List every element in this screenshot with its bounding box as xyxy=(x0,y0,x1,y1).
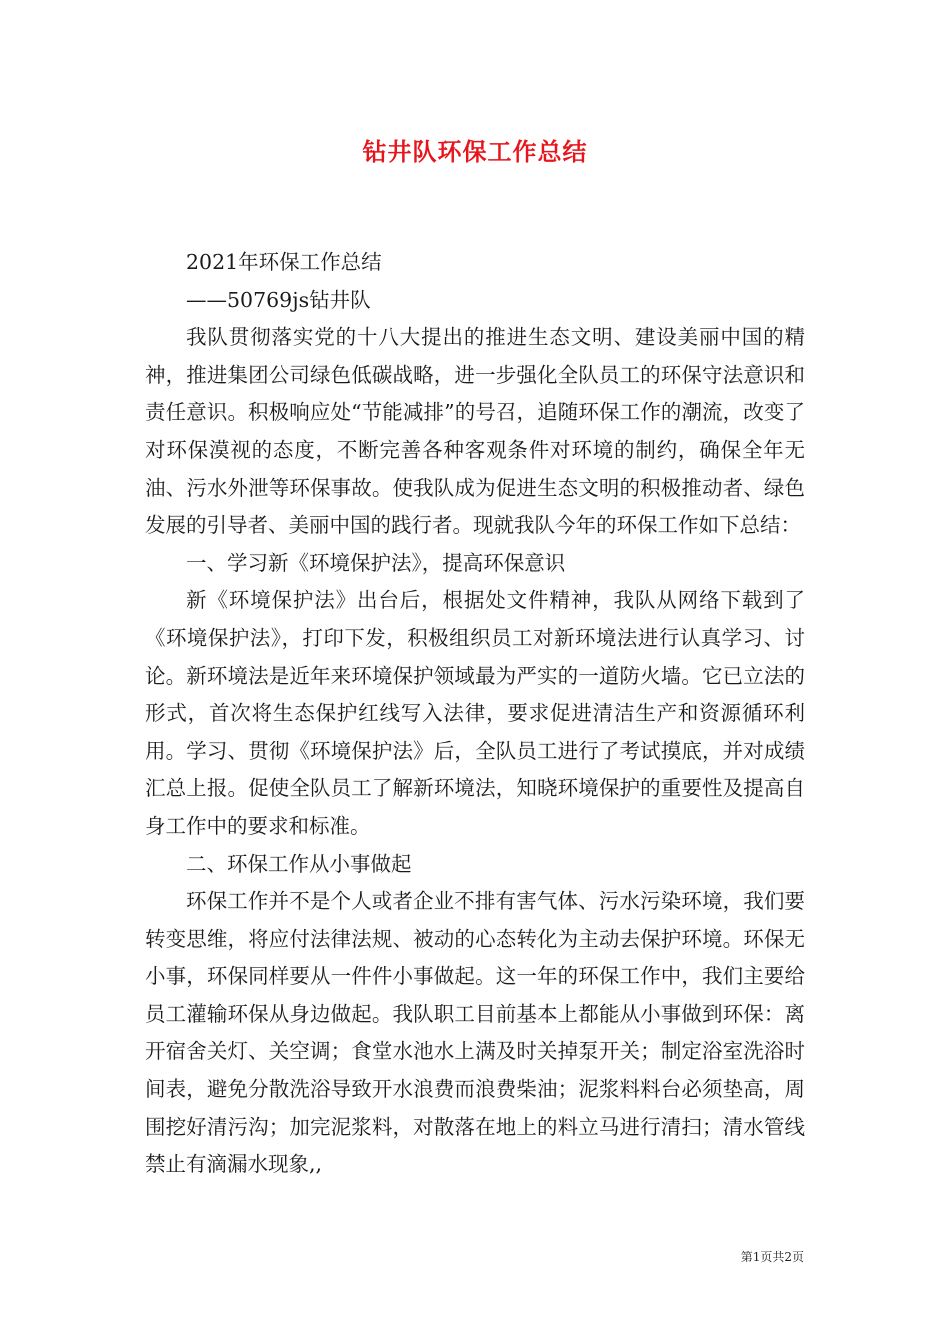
section-paragraph-1: 新《环境保护法》出台后，根据处文件精神，我队从网络下载到了《环境保护法》，打印下发，积极组织员工对新环境法进行认真学习、讨论。新环境法是近年来环境保护领域最为严实的一道防火墙。它已立法的形式，首次将生态保护红线写入法律，要求促进清洁生产和资源循环利用。学习、贯彻《环境保护法》后，全队员工进行了考试摸底，并对成绩汇总上报。促使全队员工了解新环境法，知晓环境保护的重要性及提高自身工作中的要求和标准。 xyxy=(145,588,805,838)
document-title: 钻井队环保工作总结 xyxy=(362,137,588,166)
page-number: 第1页共2页 xyxy=(740,1250,804,1264)
author-line: ——50769js钻井队 xyxy=(186,287,371,312)
intro-paragraph: 我队贯彻落实党的十八大提出的推进生态文明、建设美丽中国的精神，推进集团公司绿色低碳战略，进一步强化全队员工的环保守法意识和责任意识。积极响应处“节能减排”的号召，追随环保工作的潮流，改变了对环保漠视的态度，不断完善各种客观条件对环境的制约，确保全年无油、污水外泄等环保事故。使我队成为促进生态文明的积极推动者、绿色发展的引导者、美丽中国的践行者。现就我队今年的环保工作如下总结： xyxy=(145,325,805,538)
document-body xyxy=(145,244,805,1184)
section-heading-2: 二、环保工作从小事做起 xyxy=(186,851,412,876)
subtitle-line: 2021年环保工作总结 xyxy=(186,250,382,274)
section-heading-1: 一、学习新《环境保护法》，提高环保意识 xyxy=(186,550,566,575)
section-paragraph-2: 环保工作并不是个人或者企业不排有害气体、污水污染环境，我们要转变思维，将应付法律法规、被动的心态转化为主动去保护环境。环保无小事，环保同样要从一件件小事做起。这一年的环保工作中，我们主要给员工灌输环保从身边做起。我队职工目前基本上都能从小事做到环保：离开宿舍关灯、关空调；食堂水池水上满及时关掉泵开关；制定浴室洗浴时间表，避免分散洗浴导致开水浪费而浪费柴油；泥浆料料台必须垫高，周围挖好清污沟；加完泥浆料，对散落在地上的料立马进行清扫；清水管线禁止有滴漏水现象,, xyxy=(145,889,805,1177)
